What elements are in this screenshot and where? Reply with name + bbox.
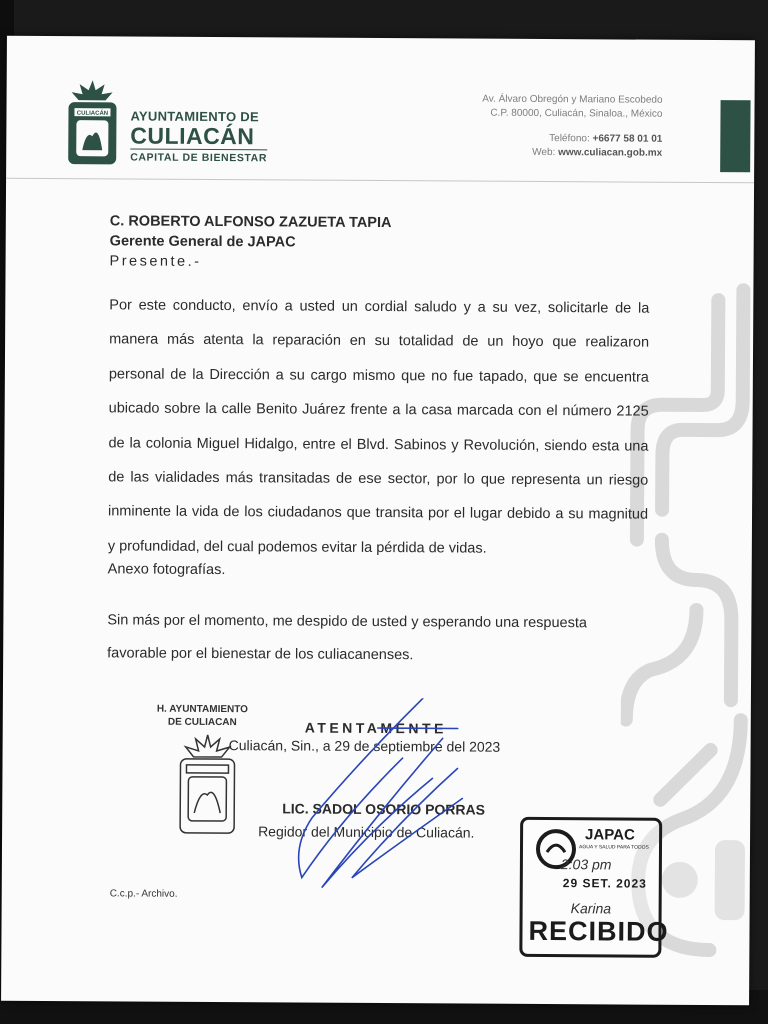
stamp-org-line1: H. AYUNTAMIENTO xyxy=(156,703,249,716)
phone-number: +6677 58 01 01 xyxy=(592,133,663,145)
received-stamp-time: 2:03 pm xyxy=(560,856,612,873)
web-label: Web: xyxy=(532,146,556,159)
header-side-tab xyxy=(720,100,750,172)
org-title-line2: CULIACÁN xyxy=(130,122,255,150)
received-stamp xyxy=(519,817,669,958)
addressee-block xyxy=(110,211,392,273)
received-stamp-motto: AGUA Y SALUD PARA TODOS xyxy=(578,844,649,851)
org-title-line1: AYUNTAMIENTO DE xyxy=(130,108,260,125)
culiacan-coat-of-arms-logo xyxy=(64,80,121,168)
received-stamp-date: 29 SET. 2023 xyxy=(562,876,647,891)
letter-page xyxy=(1,36,755,1006)
closing-paragraph: Sin más por el momento, me despido de usted y esperando una respuesta favorable por el bienestar de los culiacanenses. xyxy=(107,612,588,664)
stamp-org-line2: DE CULIACAN xyxy=(167,716,237,729)
copy-recipients: C.c.p.- Archivo. xyxy=(109,888,178,900)
addressee-role: Gerente General de JAPAC xyxy=(109,233,296,251)
org-title xyxy=(130,108,267,164)
address-line1: Av. Álvaro Obregón y Mariano Escobedo xyxy=(482,93,663,106)
contact-info xyxy=(482,93,663,161)
handwritten-signature xyxy=(282,697,486,898)
received-stamp-brand: JAPAC xyxy=(585,826,635,844)
signer-name: LIC. SADOL OSORIO PORRAS xyxy=(282,800,486,818)
header-divider xyxy=(6,178,754,184)
address-line2: C.P. 80000, Culiacán, Sinaloa., México xyxy=(490,107,663,120)
received-stamp-label: RECIBIDO xyxy=(528,915,669,947)
web-line xyxy=(482,146,662,161)
logo-banner-text: CULIACÁN xyxy=(76,110,109,117)
addressee-name: C. ROBERTO ALFONSO ZAZUETA TAPIA xyxy=(109,213,392,232)
signer-role: Regidor del Municipio de Culiacán. xyxy=(258,823,475,841)
org-title-line3: CAPITAL DE BIENESTAR xyxy=(130,148,267,164)
received-stamp-initials: Karina xyxy=(570,900,612,917)
phone-label: Teléfono: xyxy=(549,133,590,145)
municipal-stamp-label xyxy=(157,703,248,730)
closing-salutation: ATENTAMENTE xyxy=(304,719,447,737)
addressee-greeting: Presente.- xyxy=(109,253,202,270)
body-paragraph: Por este conducto, envío a usted un cordial saludo y a su vez, solicitarle de la manera más atenta la reparación en su totalidad de un hoyo que realizaron personal de la Dirección a su cargo mismo que no fue tapado, que se encuentra ubicado sobre la calle Benito Juárez frente a la casa marcada con el número 2125 de la colonia Miguel Hidalgo, entre el Blvd. Sabinos y Revolución, siendo esta una de las vialidades más transitadas de ese sector, por lo que representa un riesgo inminente la vida de los ciudadanos que transita por el lugar debido a su magnitud y profundidad, del cual podemos evitar la pérdida de vidas. xyxy=(107,297,650,557)
phone-line xyxy=(482,132,662,147)
annex-note: Anexo fotografías. xyxy=(107,561,226,579)
place-and-date: Culiacán, Sin., a 29 de septiembre del 2023 xyxy=(228,737,501,755)
web-url: www.culiacan.gob.mx xyxy=(558,147,663,159)
